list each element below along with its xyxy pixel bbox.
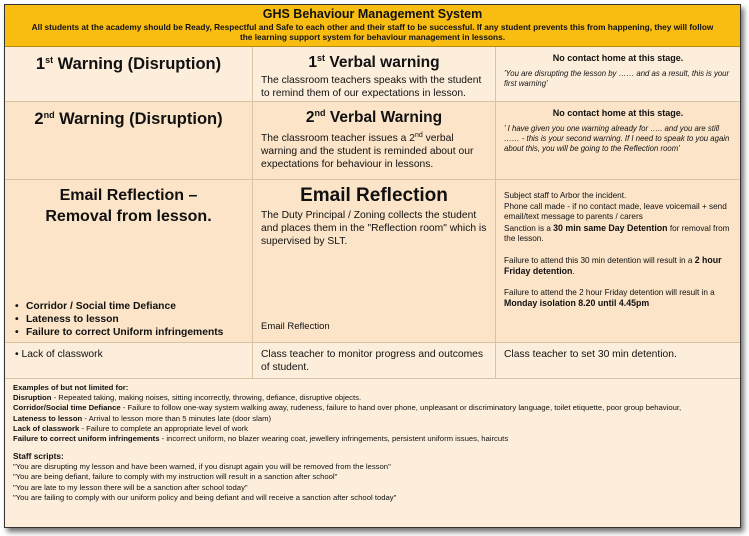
example-item: Lack of classwork - Failure to complete an appropriate level of work xyxy=(13,423,249,433)
level-heading: 1st Warning (Disruption) xyxy=(35,55,222,73)
level-cell xyxy=(5,343,253,378)
scripts-title: Staff scripts: xyxy=(13,451,64,462)
examples-and-scripts xyxy=(5,379,740,528)
level-cell xyxy=(5,180,253,342)
contact-cell xyxy=(496,47,740,101)
example-item: Failure to correct uniform infringements - incorrect uniform, no blazer wearing coat, jewellery infringements, persistent uniform issues, haircuts xyxy=(13,434,509,444)
staff-script-item: "You are being defiant, failure to comply with my instruction will result in a sanction after school" xyxy=(13,472,338,482)
document-title: GHS Behaviour Management System xyxy=(262,7,483,21)
staff-script-item: "You are failing to comply with our uniform policy and being defiant and will receive a sanction after school today" xyxy=(13,492,397,502)
contact-cell xyxy=(496,102,740,179)
behaviour-policy-document xyxy=(4,4,741,528)
action-description: The Duty Principal / Zoning collects the student and places them in the "Reflection room" which is supervised by SLT. xyxy=(261,210,487,247)
example-item: Corridor/Social time Defiance - Failure to follow one-way system walking away, rudeness, failure to hand over phone, unpleasant or discriminatory language, toilet etiquette, poor group behaviour, xyxy=(13,403,682,413)
examples-title: Examples of but not limited for: xyxy=(13,383,129,392)
action-description: Class teacher to monitor progress and outcomes of student. xyxy=(261,349,484,373)
list-item: • Failure to correct Uniform infringements xyxy=(15,326,223,339)
level-heading: Email Reflection – Removal from lesson. xyxy=(45,187,212,225)
staff-script-item: "You are late to my lesson there will be a sanction after school today" xyxy=(13,482,248,492)
sanction-steps: Subject staff to Arbor the incident. Phone call made - if no contact made, leave voicemail + send email/text message to parents / carers Sanction is a 30 min same Day Detention for removal from the lesson. Failure to attend this 30 min detention will result in a 2 hour Friday detention. Failure to attend the 2 hour Friday detention will result in a Monday isolation 8.20 until 4.45pm xyxy=(504,191,730,308)
list-item: • Lateness to lesson xyxy=(15,313,223,326)
action-cell xyxy=(253,343,496,378)
action-cell xyxy=(253,47,496,101)
row-second-warning xyxy=(5,102,740,180)
action-description: The classroom teachers speaks with the student to remind them of our expectations in lesson. xyxy=(261,75,482,99)
level-cell xyxy=(5,102,253,179)
action-heading: 1st Verbal warning xyxy=(308,53,440,71)
staff-script: 'You are disrupting the lesson by …… and as a result, this is your first warning' xyxy=(504,69,730,88)
staff-script: ' I have given you one warning already for ….. and you are still …… - this is your second warning. If I need to speak to you again about this, you will be going to the Reflection room' xyxy=(504,124,730,153)
row-email-reflection xyxy=(5,180,740,343)
action-cell xyxy=(253,180,496,342)
sanction-cell xyxy=(496,343,740,378)
contact-stage: No contact home at this stage. xyxy=(552,108,684,118)
action-heading: Email Reflection xyxy=(300,185,448,206)
level-text: • Lack of classwork xyxy=(15,349,103,360)
level-heading: 2nd Warning (Disruption) xyxy=(34,110,223,128)
staff-script-item: "You are disrupting my lesson and have been warned, if you disrupt again you will be removed from the lesson" xyxy=(13,462,391,472)
action-cell xyxy=(253,102,496,179)
action-footer: Email Reflection xyxy=(261,321,330,332)
example-item: Lateness to lesson - Arrival to lesson more than 5 minutes late (door slam) xyxy=(13,413,272,423)
action-heading: 2nd Verbal Warning xyxy=(305,108,443,126)
reflection-triggers-list xyxy=(15,300,223,339)
action-description: The classroom teacher issues a 2nd verbal warning and the student is reminded about our expectations for behaviour in lessons. xyxy=(261,132,474,170)
document-subtitle: All students at the academy should be Ready, Respectful and Safe to each other and their staff to be successful. If any student prevents this from happening, they will follow the learning support system for behaviour management in lessons. xyxy=(31,22,714,42)
sanction-text: Class teacher to set 30 min detention. xyxy=(504,349,677,360)
contact-stage: No contact home at this stage. xyxy=(552,53,684,63)
row-first-warning xyxy=(5,47,740,102)
sanction-cell xyxy=(496,180,740,342)
list-item: • Corridor / Social time Defiance xyxy=(15,300,223,313)
level-cell xyxy=(5,47,253,101)
example-item: Disruption - Repeated taking, making noises, sitting incorrectly, throwing, defiance, disruptive objects. xyxy=(13,393,362,403)
row-lack-of-classwork xyxy=(5,343,740,379)
document-header xyxy=(5,5,740,47)
